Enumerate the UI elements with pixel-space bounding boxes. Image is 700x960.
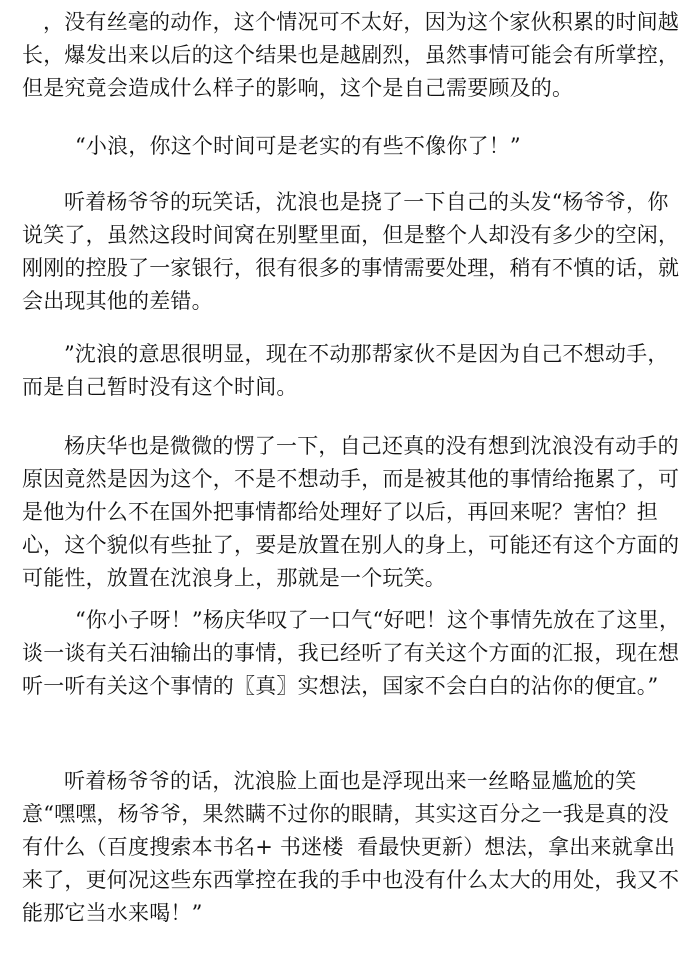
paragraph-4: ”沈浪的意思很明显，现在不动那帮家伙不是因为自己不想动手，而是自己暂时没有这个时间。 — [22, 342, 669, 399]
paragraph-1: ，没有丝毫的动作，这个情况可不太好，因为这个家伙积累的时间越长，爆发出来以后的这个结果也是越剧烈，虽然事情可能会有所掌控，但是究竟会造成什么样子的影响，这个是自己需要顾及的。 — [22, 10, 680, 100]
paragraph-5: 杨庆华也是微微的愣了一下，自己还真的没有想到沈浪没有动手的原因竟然是因为这个，不是不想动手，而是被其他的事情给拖累了，可是他为什么不在国外把事情都给处理好了以后，再回来呢？害怕？担心，这个貌似有些扯了，要是放置在别人的身上，可能还有这个方面的可能性，放置在沈浪身上，那就是一个玩笑。 — [22, 434, 680, 590]
paragraph-3: 听着杨爷爷的玩笑话，沈浪也是挠了一下自己的头发“杨爷爷，你说笑了，虽然这段时间窝在别墅里面，但是整个人却没有多少的空闲，刚刚的控股了一家银行，很有很多的事情需要处理，稍有不慎的话，就会出现其他的差错。 — [22, 190, 680, 313]
paragraph-6: “你小子呀！”杨庆华叹了一口气“好吧！这个事情先放在了这里，谈一谈有关石油输出的事情，我已经听了有关这个方面的汇报，现在想听一听有关这个事情的〖真〗实想法，国家不会白白的沾你的便宜。” — [22, 608, 681, 698]
paragraph-7: 听着杨爷爷的话，沈浪脸上面也是浮现出来一丝略显尴尬的笑意“嘿嘿，杨爷爷，果然瞒不过你的眼睛，其实这百分之一我是真的没有什么（百度搜索本书名+ 书迷楼 看最快更新）想法，拿出来就拿出来了，更何况这些东西掌控在我的手中也没有什么太大的用处，我又不能那它当水来喝！” — [22, 769, 680, 925]
paragraph-2: “小浪，你这个时间可是老实的有些不像你了！” — [75, 134, 521, 158]
